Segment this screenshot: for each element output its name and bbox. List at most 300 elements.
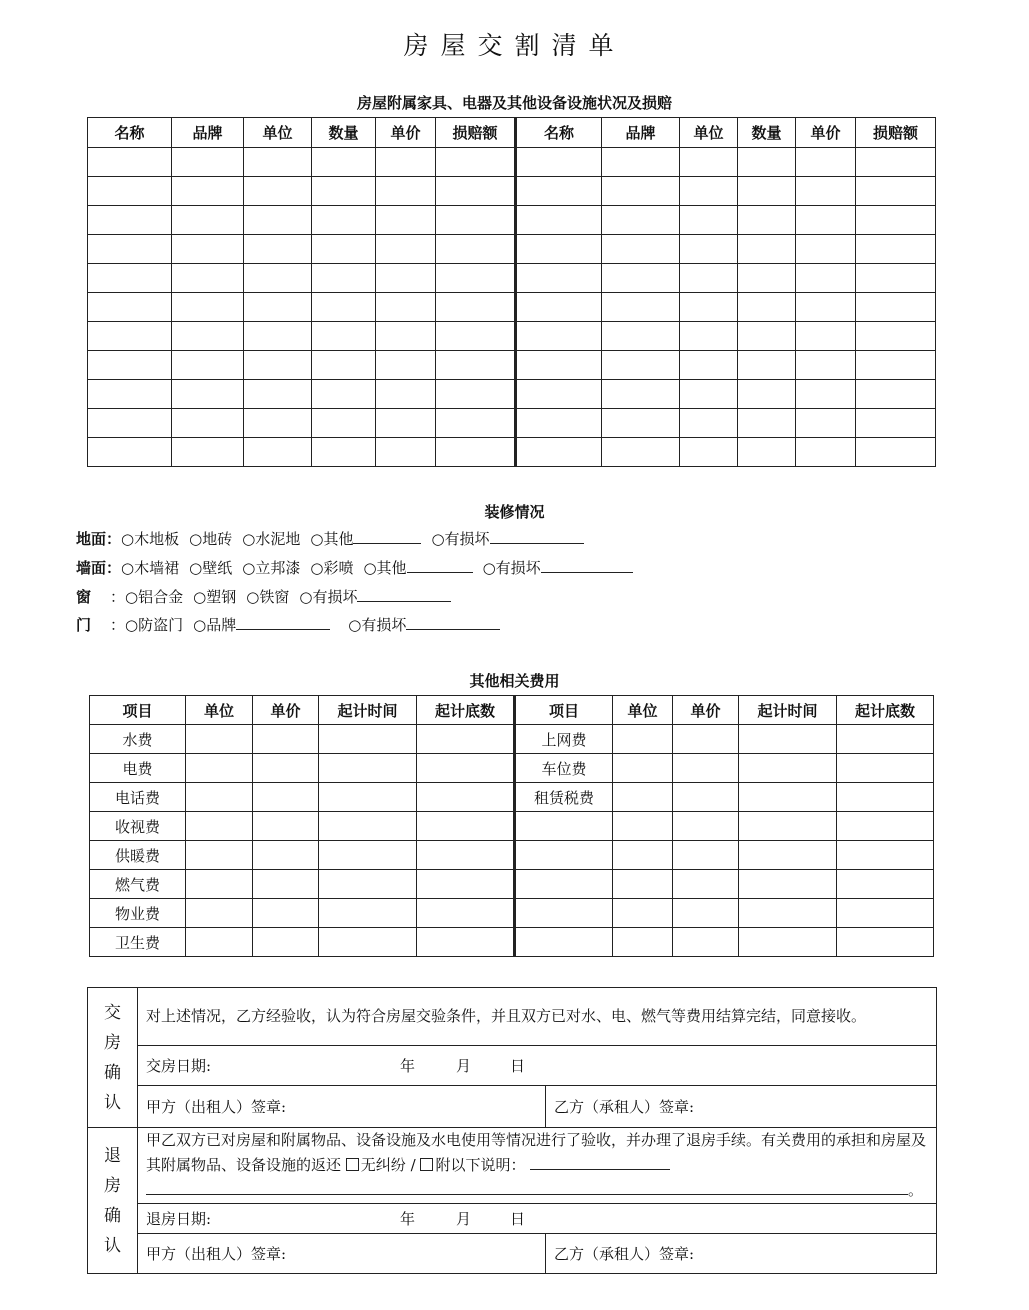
furniture-cell[interactable] (516, 351, 602, 380)
fee-cell[interactable] (739, 928, 837, 957)
furniture-cell[interactable] (376, 409, 436, 438)
furniture-cell[interactable] (88, 148, 172, 177)
wall-label: 墙面： (76, 559, 122, 577)
furniture-cell[interactable] (602, 380, 680, 409)
fee-cell[interactable] (417, 841, 515, 870)
fee-cell[interactable] (673, 928, 739, 957)
col-unit: 单位 (680, 118, 738, 148)
fees-section-heading: 其他相关费用 (469, 672, 560, 690)
furniture-cell[interactable] (680, 380, 738, 409)
fee-cell[interactable] (673, 812, 739, 841)
floor-other-blank[interactable] (353, 528, 421, 544)
furniture-cell[interactable] (244, 148, 312, 177)
furniture-cell[interactable] (602, 293, 680, 322)
furniture-cell[interactable] (244, 177, 312, 206)
furniture-cell[interactable] (244, 322, 312, 351)
fees-row (90, 928, 934, 957)
furniture-cell[interactable] (856, 206, 936, 235)
fees-row (90, 812, 934, 841)
furniture-cell[interactable] (856, 293, 936, 322)
furniture-cell[interactable] (172, 177, 244, 206)
fee-cell[interactable] (319, 870, 417, 899)
furniture-cell[interactable] (680, 293, 738, 322)
radio-circle-icon: ○ (299, 588, 313, 606)
furniture-row (88, 206, 936, 235)
furniture-cell[interactable] (172, 409, 244, 438)
furniture-cell[interactable] (244, 293, 312, 322)
furniture-cell[interactable] (376, 322, 436, 351)
furniture-cell[interactable] (436, 322, 516, 351)
furniture-row (88, 409, 936, 438)
handover-side-label: 交 房 确 认 (88, 988, 138, 1128)
fee-cell[interactable] (837, 870, 934, 899)
fee-cell[interactable] (837, 783, 934, 812)
fee-cell[interactable] (319, 928, 417, 957)
fee-cell[interactable] (186, 841, 253, 870)
furniture-cell[interactable] (796, 351, 856, 380)
col-unit: 单位 (244, 118, 312, 148)
fee-cell[interactable] (613, 812, 673, 841)
furniture-cell[interactable] (244, 380, 312, 409)
col-brand: 品牌 (602, 118, 680, 148)
fee-cell[interactable] (319, 841, 417, 870)
fee-cell[interactable] (673, 841, 739, 870)
fee-cell[interactable] (253, 754, 319, 783)
col-item: 项目 (515, 696, 613, 725)
furniture-cell[interactable] (856, 351, 936, 380)
door-brand-blank[interactable] (236, 614, 330, 630)
handover-statement-row (88, 988, 937, 1046)
checkout-party-a-signature[interactable]: 甲方（出租人）签章: (138, 1234, 546, 1274)
fee-cell[interactable] (739, 841, 837, 870)
furniture-cell[interactable] (436, 409, 516, 438)
fee-cell[interactable] (319, 754, 417, 783)
furniture-cell[interactable] (172, 351, 244, 380)
furniture-row (88, 351, 936, 380)
furniture-cell[interactable] (856, 177, 936, 206)
fee-cell[interactable] (739, 725, 837, 754)
wall-option-spray[interactable]: ○彩喷 (310, 559, 354, 577)
checkout-note-blank-1[interactable] (530, 1154, 670, 1170)
furniture-cell[interactable] (738, 264, 796, 293)
furniture-cell[interactable] (796, 264, 856, 293)
furniture-cell[interactable] (312, 380, 376, 409)
furniture-cell[interactable] (436, 177, 516, 206)
window-option-damaged[interactable]: ○有损坏 (299, 588, 451, 606)
furniture-cell[interactable] (376, 380, 436, 409)
fees-row (90, 754, 934, 783)
fee-cell[interactable] (739, 899, 837, 928)
col-name: 名称 (516, 118, 602, 148)
window-option-pvc[interactable]: ○塑钢 (193, 588, 237, 606)
radio-circle-icon: ○ (125, 616, 139, 634)
furniture-cell[interactable] (436, 264, 516, 293)
furniture-cell[interactable] (516, 438, 602, 467)
fee-cell[interactable] (253, 928, 319, 957)
furniture-cell[interactable] (376, 148, 436, 177)
checkout-separator: / (410, 1156, 416, 1174)
furniture-cell[interactable] (376, 206, 436, 235)
furniture-cell[interactable] (856, 409, 936, 438)
furniture-cell[interactable] (312, 148, 376, 177)
furniture-cell[interactable] (738, 177, 796, 206)
fee-cell[interactable] (837, 812, 934, 841)
furniture-cell[interactable] (436, 293, 516, 322)
radio-circle-icon: ○ (310, 559, 324, 577)
furniture-cell[interactable] (244, 438, 312, 467)
furniture-cell[interactable] (856, 380, 936, 409)
furniture-cell[interactable] (376, 177, 436, 206)
checkbox-icon (420, 1158, 433, 1171)
furniture-cell[interactable] (88, 206, 172, 235)
fee-cell[interactable] (186, 928, 253, 957)
fee-cell[interactable] (186, 725, 253, 754)
wall-option-wallpaper[interactable]: ○壁纸 (189, 559, 233, 577)
fee-item-label: 车位费 (515, 754, 613, 783)
furniture-cell[interactable] (796, 148, 856, 177)
furniture-cell[interactable] (312, 322, 376, 351)
fee-cell[interactable] (837, 841, 934, 870)
handover-party-b-signature[interactable]: 乙方（承租人）签章: (546, 1086, 937, 1128)
fee-cell[interactable] (186, 812, 253, 841)
fee-item-label (515, 928, 613, 957)
decoration-section-heading: 装修情况 (484, 503, 545, 521)
furniture-cell[interactable] (436, 148, 516, 177)
furniture-cell[interactable] (436, 235, 516, 264)
furniture-cell[interactable] (376, 293, 436, 322)
fee-cell[interactable] (613, 899, 673, 928)
furniture-cell[interactable] (376, 235, 436, 264)
furniture-cell[interactable] (856, 322, 936, 351)
handover-date-label: 交房日期: (146, 1057, 212, 1075)
fee-cell[interactable] (417, 928, 515, 957)
furniture-cell[interactable] (856, 438, 936, 467)
furniture-cell[interactable] (516, 264, 602, 293)
furniture-cell[interactable] (88, 351, 172, 380)
fee-cell[interactable] (739, 754, 837, 783)
col-start-reading: 起计底数 (417, 696, 515, 725)
furniture-cell[interactable] (312, 235, 376, 264)
furniture-cell[interactable] (516, 322, 602, 351)
furniture-cell[interactable] (602, 177, 680, 206)
fee-cell[interactable] (417, 754, 515, 783)
fee-cell[interactable] (253, 870, 319, 899)
furniture-cell[interactable] (172, 264, 244, 293)
furniture-section-heading: 房屋附属家具、电器及其他设备设施状况及损赔 (356, 94, 672, 112)
checkout-end-mark: 。 (908, 1181, 924, 1199)
radio-circle-icon: ○ (348, 616, 362, 634)
handover-party-a-signature[interactable]: 甲方（出租人）签章: (138, 1086, 546, 1128)
handover-month-label: 月 (456, 1057, 472, 1075)
checkout-note-blank-2[interactable] (146, 1179, 908, 1195)
furniture-cell[interactable] (680, 177, 738, 206)
furniture-cell[interactable] (738, 148, 796, 177)
fee-cell[interactable] (186, 754, 253, 783)
furniture-cell[interactable] (680, 235, 738, 264)
furniture-cell[interactable] (88, 322, 172, 351)
fee-cell[interactable] (319, 899, 417, 928)
checkout-date-label: 退房日期: (146, 1210, 212, 1228)
checkout-side-label: 退 房 确 认 (88, 1128, 138, 1274)
furniture-cell[interactable] (680, 264, 738, 293)
fee-cell[interactable] (739, 870, 837, 899)
furniture-cell[interactable] (312, 206, 376, 235)
fee-cell[interactable] (253, 812, 319, 841)
furniture-cell[interactable] (602, 235, 680, 264)
floor-label: 地面： (76, 530, 122, 548)
furniture-cell[interactable] (88, 438, 172, 467)
window-option-iron[interactable]: ○铁窗 (246, 588, 290, 606)
checkout-year-label: 年 (400, 1210, 416, 1228)
furniture-cell[interactable] (312, 409, 376, 438)
fee-cell[interactable] (673, 783, 739, 812)
radio-circle-icon: ○ (189, 559, 203, 577)
fee-cell[interactable] (417, 899, 515, 928)
furniture-cell[interactable] (172, 322, 244, 351)
furniture-cell[interactable] (602, 264, 680, 293)
furniture-cell[interactable] (856, 235, 936, 264)
fee-cell[interactable] (837, 928, 934, 957)
furniture-cell[interactable] (244, 206, 312, 235)
furniture-cell[interactable] (312, 293, 376, 322)
furniture-cell[interactable] (436, 351, 516, 380)
furniture-row (88, 293, 936, 322)
wall-option-other[interactable]: ○其他 (363, 559, 472, 577)
fee-cell[interactable] (673, 899, 739, 928)
handover-date-row (88, 1046, 937, 1086)
furniture-cell[interactable] (172, 235, 244, 264)
furniture-cell[interactable] (738, 235, 796, 264)
fee-cell[interactable] (613, 841, 673, 870)
furniture-cell[interactable] (738, 322, 796, 351)
furniture-cell[interactable] (88, 293, 172, 322)
furniture-cell[interactable] (516, 409, 602, 438)
checkout-option-none[interactable]: 无纠纷 (346, 1156, 406, 1174)
fee-cell[interactable] (417, 783, 515, 812)
radio-circle-icon: ○ (121, 530, 135, 548)
furniture-cell[interactable] (88, 235, 172, 264)
fee-cell[interactable] (186, 783, 253, 812)
fee-cell[interactable] (319, 812, 417, 841)
fee-cell[interactable] (319, 783, 417, 812)
fee-cell[interactable] (417, 812, 515, 841)
furniture-cell[interactable] (436, 438, 516, 467)
fee-cell[interactable] (417, 870, 515, 899)
furniture-cell[interactable] (88, 264, 172, 293)
checkout-statement-cell (138, 1128, 937, 1204)
furniture-cell[interactable] (602, 351, 680, 380)
furniture-cell[interactable] (172, 206, 244, 235)
fee-cell[interactable] (253, 725, 319, 754)
furniture-cell[interactable] (516, 235, 602, 264)
furniture-cell[interactable] (172, 438, 244, 467)
furniture-cell[interactable] (312, 264, 376, 293)
col-quantity: 数量 (312, 118, 376, 148)
fee-cell[interactable] (253, 841, 319, 870)
radio-circle-icon: ○ (121, 559, 135, 577)
furniture-cell[interactable] (516, 293, 602, 322)
furniture-cell[interactable] (796, 409, 856, 438)
fee-cell[interactable] (613, 928, 673, 957)
door-option-damaged[interactable]: ○有损坏 (348, 616, 500, 634)
fee-cell[interactable] (739, 812, 837, 841)
fee-item-label: 收视费 (90, 812, 186, 841)
furniture-row (88, 380, 936, 409)
furniture-cell[interactable] (376, 438, 436, 467)
furniture-cell[interactable] (602, 438, 680, 467)
confirmation-table (87, 987, 937, 1274)
furniture-header-row (88, 118, 936, 148)
floor-option-cement[interactable]: ○水泥地 (242, 530, 301, 548)
furniture-cell[interactable] (88, 177, 172, 206)
furniture-row (88, 148, 936, 177)
furniture-cell[interactable] (88, 409, 172, 438)
door-damage-blank[interactable] (406, 614, 500, 630)
fee-item-label: 水费 (90, 725, 186, 754)
furniture-cell[interactable] (312, 351, 376, 380)
wall-row (76, 556, 643, 580)
window-option-aluminum[interactable]: ○铝合金 (125, 588, 184, 606)
fee-cell[interactable] (673, 754, 739, 783)
furniture-cell[interactable] (680, 351, 738, 380)
fee-cell[interactable] (253, 783, 319, 812)
fee-cell[interactable] (253, 899, 319, 928)
fee-cell[interactable] (613, 783, 673, 812)
checkout-option-note[interactable]: 附以下说明： (420, 1156, 525, 1174)
radio-circle-icon: ○ (125, 588, 139, 606)
furniture-cell[interactable] (172, 148, 244, 177)
furniture-cell[interactable] (244, 235, 312, 264)
furniture-cell[interactable] (796, 206, 856, 235)
radio-circle-icon: ○ (242, 530, 256, 548)
furniture-cell[interactable] (602, 409, 680, 438)
furniture-cell[interactable] (88, 380, 172, 409)
furniture-cell[interactable] (796, 322, 856, 351)
fee-item-label: 上网费 (515, 725, 613, 754)
handover-signature-row (88, 1086, 937, 1128)
furniture-cell[interactable] (602, 322, 680, 351)
floor-option-wood[interactable]: ○木地板 (121, 530, 180, 548)
fee-item-label (515, 899, 613, 928)
door-option-brand[interactable]: ○品牌 (193, 616, 330, 634)
fee-item-label: 电话费 (90, 783, 186, 812)
furniture-row (88, 235, 936, 264)
furniture-cell[interactable] (796, 177, 856, 206)
furniture-cell[interactable] (738, 206, 796, 235)
furniture-cell[interactable] (516, 380, 602, 409)
furniture-cell[interactable] (602, 206, 680, 235)
fee-cell[interactable] (186, 899, 253, 928)
door-option-security[interactable]: ○防盗门 (125, 616, 184, 634)
furniture-cell[interactable] (376, 264, 436, 293)
furniture-cell[interactable] (244, 351, 312, 380)
furniture-cell[interactable] (602, 148, 680, 177)
furniture-cell[interactable] (738, 409, 796, 438)
furniture-cell[interactable] (436, 380, 516, 409)
fee-cell[interactable] (837, 899, 934, 928)
door-row (76, 613, 510, 637)
furniture-cell[interactable] (856, 264, 936, 293)
furniture-cell[interactable] (738, 438, 796, 467)
floor-row (76, 527, 594, 551)
radio-circle-icon: ○ (193, 616, 207, 634)
fee-cell[interactable] (613, 725, 673, 754)
floor-option-tile[interactable]: ○地砖 (189, 530, 233, 548)
furniture-cell[interactable] (516, 148, 602, 177)
floor-option-other[interactable]: ○其他 (310, 530, 421, 548)
fee-cell[interactable] (319, 725, 417, 754)
fee-cell[interactable] (673, 725, 739, 754)
furniture-row (88, 264, 936, 293)
fees-row (90, 783, 934, 812)
fee-cell[interactable] (613, 870, 673, 899)
fee-cell[interactable] (417, 725, 515, 754)
col-compensation: 损赔额 (436, 118, 516, 148)
checkout-date-cell[interactable] (138, 1204, 937, 1234)
wall-other-blank[interactable] (407, 557, 473, 573)
furniture-cell[interactable] (680, 409, 738, 438)
furniture-cell[interactable] (738, 351, 796, 380)
furniture-cell[interactable] (516, 177, 602, 206)
furniture-cell[interactable] (796, 293, 856, 322)
furniture-cell[interactable] (516, 206, 602, 235)
furniture-cell[interactable] (172, 380, 244, 409)
floor-option-damaged[interactable]: ○有损坏 (431, 530, 583, 548)
wall-option-wainscot[interactable]: ○木墙裙 (121, 559, 180, 577)
wall-damage-blank[interactable] (541, 557, 633, 573)
furniture-cell[interactable] (312, 438, 376, 467)
wall-option-paint[interactable]: ○立邦漆 (242, 559, 301, 577)
furniture-cell[interactable] (680, 438, 738, 467)
window-damage-blank[interactable] (357, 586, 451, 602)
checkout-party-b-signature[interactable]: 乙方（承租人）签章: (546, 1234, 937, 1274)
furniture-cell[interactable] (680, 206, 738, 235)
radio-circle-icon: ○ (363, 559, 377, 577)
fee-cell[interactable] (739, 783, 837, 812)
furniture-cell[interactable] (796, 380, 856, 409)
col-unit-price: 单价 (796, 118, 856, 148)
floor-damage-blank[interactable] (490, 528, 584, 544)
furniture-cell[interactable] (376, 351, 436, 380)
furniture-cell[interactable] (680, 148, 738, 177)
fee-cell[interactable] (837, 754, 934, 783)
furniture-cell[interactable] (680, 322, 738, 351)
furniture-cell[interactable] (856, 148, 936, 177)
col-unit: 单位 (186, 696, 253, 725)
furniture-cell[interactable] (244, 264, 312, 293)
furniture-cell[interactable] (312, 177, 376, 206)
handover-year-label: 年 (400, 1057, 416, 1075)
furniture-cell[interactable] (172, 293, 244, 322)
furniture-cell[interactable] (796, 438, 856, 467)
furniture-cell[interactable] (796, 235, 856, 264)
furniture-cell[interactable] (244, 409, 312, 438)
fee-item-label: 供暖费 (90, 841, 186, 870)
col-unit-price: 单价 (376, 118, 436, 148)
furniture-cell[interactable] (436, 206, 516, 235)
fee-cell[interactable] (837, 725, 934, 754)
fee-cell[interactable] (186, 870, 253, 899)
furniture-cell[interactable] (738, 380, 796, 409)
wall-option-damaged[interactable]: ○有损坏 (483, 559, 633, 577)
fee-cell[interactable] (613, 754, 673, 783)
fees-row (90, 899, 934, 928)
handover-date-cell[interactable] (138, 1046, 937, 1086)
radio-circle-icon: ○ (189, 530, 203, 548)
col-brand: 品牌 (172, 118, 244, 148)
furniture-cell[interactable] (738, 293, 796, 322)
fee-cell[interactable] (673, 870, 739, 899)
